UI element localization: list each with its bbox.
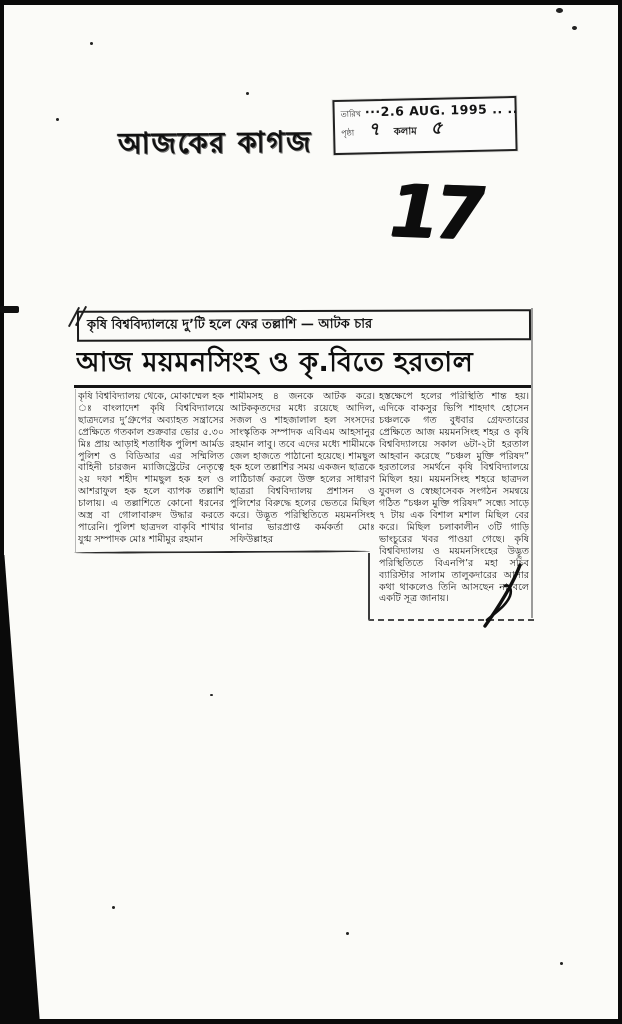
scan-notch-left — [0, 306, 19, 313]
scan-speck — [112, 906, 115, 909]
stamp-page-column-row — [341, 117, 509, 143]
newspaper-masthead: আজকের কাগজ — [118, 125, 313, 161]
article-headline: আজ ময়মনসিংহ ও কৃ.বিতে হরতাল — [76, 347, 474, 378]
stamp-date-label: তারিখ — [340, 109, 362, 119]
scan-speck — [246, 92, 249, 95]
scan-edge-right — [618, 0, 622, 1024]
article-column-3: হস্তক্ষেপে হলের পরিস্থিতি শান্ত হয়। এদিকে বাকসুর ভিপি শাহদাৎ হোসেন চঞ্চলকে গত বুধবার গ্রেফতারের প্রেক্ষিতে আজ ময়মনসিংহ শহর ও কৃষি বিশ্ববিদ্যালয়ে সকাল ৬টা-২টা হরতাল আহবান করেছে “চঞ্চল মুক্তি পরিষদ” হরতালের সমর্থনে কৃষি বিশ্ববিদ্যালয়ে মিছিল হয়। ময়মনসিংহ শহরে ছাত্রদল যুবদল ও স্বেচ্ছাসেবক সংগঠন সমন্বয়ে গঠিত “চঞ্চল মুক্তি পরিষদ” সন্ধ্যে সাড়ে ৭ টায় এক বিশাল মশাল মিছিল বের করে। মিছিল চলাকালীন ৩টি গাড়ি ভাংচুরের খবর পাওয়া গেছে। কৃষি বিশ্ববিদ্যালয় ও ময়মনসিংহের উদ্ভূত পরিস্থিতিতে বিএনপি’র মহা সচিব ব্যারিস্টার সালাম তালুকদারের আসার কথা থাকলেও তিনি আসছেন না বলে একটি সূত্র জানায়। — [379, 391, 529, 605]
kicker-box — [77, 309, 531, 342]
clipping-cut-edge-column3-left — [368, 553, 370, 619]
clipping-cut-edge-bottom-left — [74, 550, 370, 554]
scan-edge-left — [0, 0, 4, 600]
stamp-page-label: পৃষ্ঠা — [341, 128, 355, 138]
stamp-page-value-handwritten: ৭ — [367, 119, 381, 141]
scan-wedge-bottom-left — [0, 555, 40, 1024]
stamp-column-label: কলাম — [393, 126, 417, 138]
handwritten-sheet-number: 17 — [379, 168, 489, 256]
headline-rule — [74, 385, 531, 388]
scan-speck — [572, 26, 577, 30]
article-column-1: কৃষি বিশ্ববিদ্যালয় থেকে, মোকাম্মেল হক ঃ বাংলাদেশ কৃষি বিশ্ববিদ্যালয়ে ছাত্রদলের দু’গ্রুপের অব্যাহত সন্ত্রাসের প্রেক্ষিতে গতকাল শুক্রবার ভোর ৫.৩০ মিঃ প্রায় আড়াই শতাধিক পুলিশ আর্মড পুলিশ ও বিডিআর এর সম্মিলিত বাহিনী চারজন ম্যাজিস্ট্রেটের নেতৃত্বে ২য় দফা শহীদ শামছুল হক হল ও আশরাফুল হক হলে ব্যাপক তল্লাশি চালায়। এ তল্লাশিতে কোনো ধরনের অস্ত্র বা গোলাবারুদ উদ্ধার করতে পারেনি। পুলিশ ছাত্রদল বাকৃবি শাখার যুগ্ম সম্পাদক মোঃ শামীমুর রহমান — [78, 391, 224, 545]
stamp-column-value-handwritten: ৫ — [430, 117, 443, 139]
archive-stamp-box — [332, 96, 517, 155]
scan-speck — [210, 694, 213, 696]
scan-speck — [90, 42, 93, 45]
scan-edge-top — [0, 0, 622, 5]
handwritten-flourish — [480, 562, 528, 630]
scan-speck — [346, 932, 349, 935]
kicker-text: কৃষি বিশ্ববিদ্যালয়ে দু’টি হলে ফের তল্লাশি — আটক চার — [86, 316, 373, 333]
scan-speck — [556, 8, 563, 13]
news-clipping — [74, 304, 536, 652]
scan-speck — [560, 962, 563, 965]
stamp-date-row — [340, 100, 519, 122]
scan-speck — [56, 118, 59, 121]
stamp-date-value: ···2.6 AUG. 1995 .. .. — [364, 100, 519, 120]
article-column-2: শামীমসহ ৪ জনকে আটক করে। আটককৃতদের মধ্যে রয়েছে আদিল, সজল ও শাহজালাল হল সংসদের সাংস্কৃতিক সম্পাদক এবিএম আহসানুর রহমান লাবু। তবে এদের মধ্যে শামীমকে জেল হাজতে পাঠানো হয়েছে। শামছুল হক হলে তল্লাশির সময় একজন ছাত্রকে লাঠিচার্জ করলে উক্ত হলের সাধারণ ছাত্ররা বিশ্ববিদ্যালয় প্রশাসন ও পুলিশের বিরুদ্ধে হলের ভেতরে মিছিল করে। উদ্ভূত পরিস্থিতিতে ময়মনসিংহ থানার ভারপ্রাপ্ত কর্মকর্তা মোঃ সফিউল্লাহর — [230, 391, 375, 545]
clipping-cut-edge-left — [75, 389, 76, 552]
scan-edge-bottom — [0, 1019, 622, 1024]
